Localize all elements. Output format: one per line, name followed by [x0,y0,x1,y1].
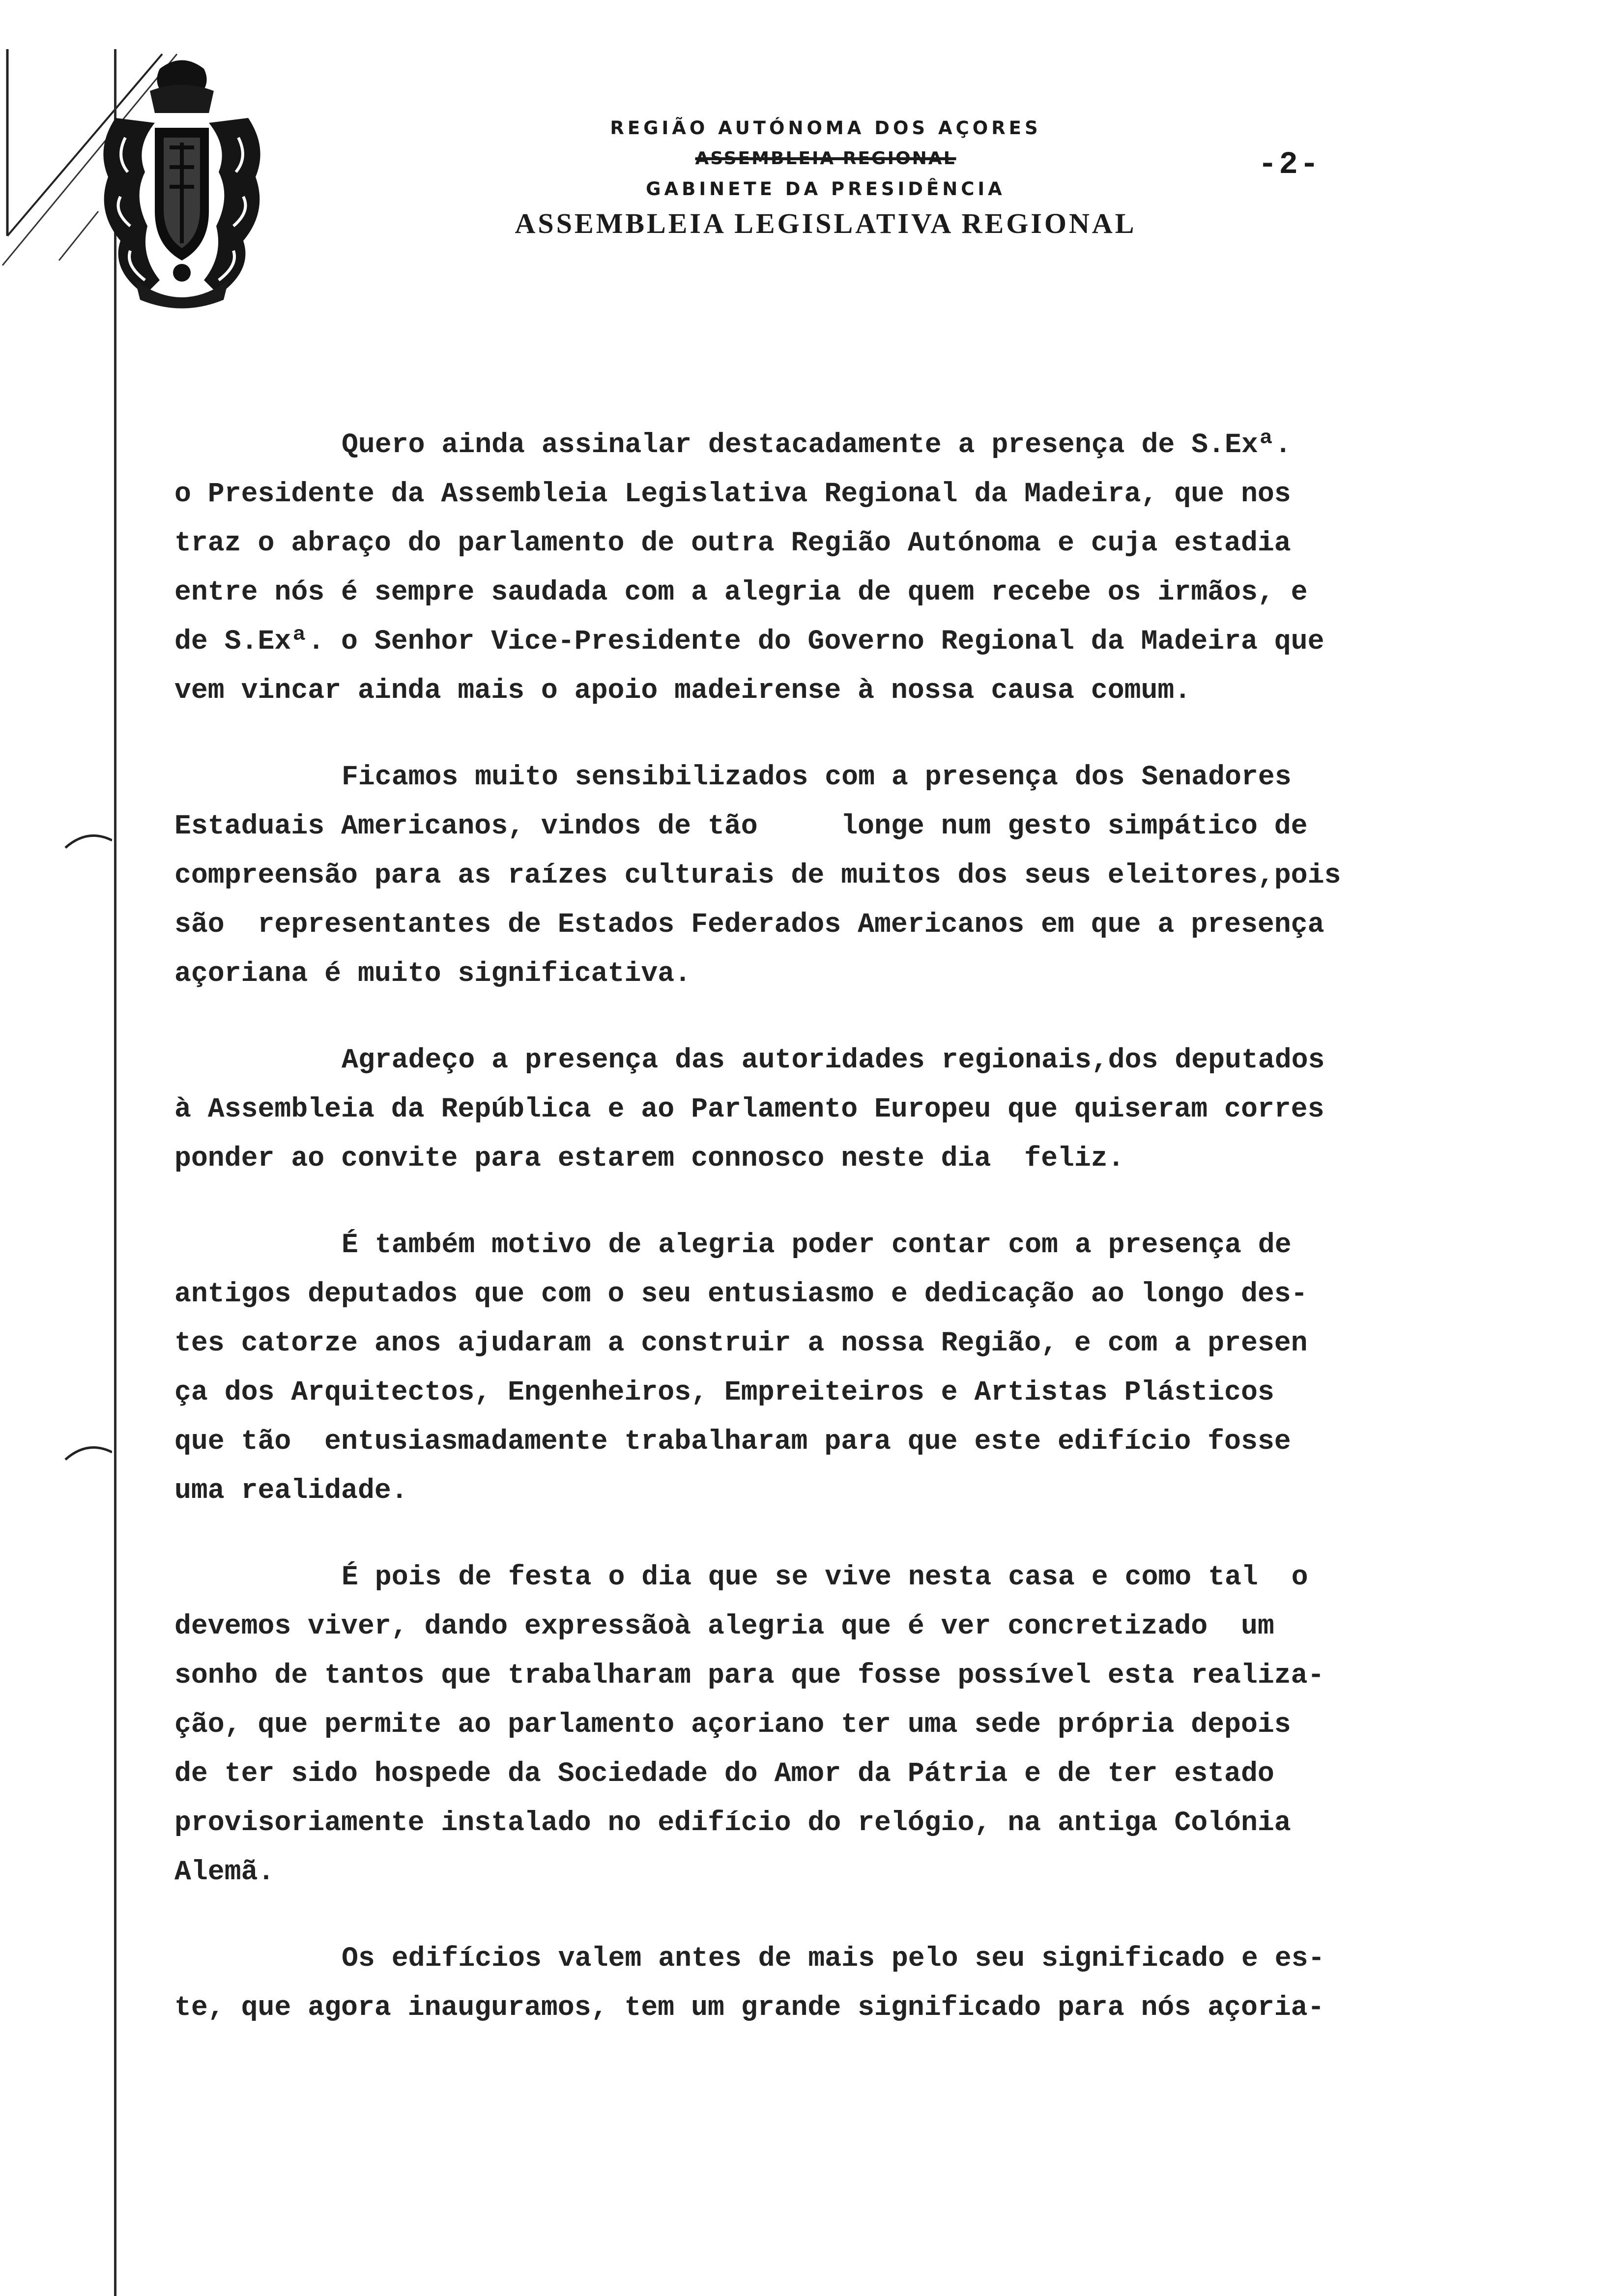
text-line: Ficamos muito sensibilizados com a presença dos Senadores [342,761,1292,793]
text-line: ça dos Arquitectos, Engenheiros, Empreiteiros e Artistas Plásticos [174,1377,1274,1408]
text-line: traz o abraço do parlamento de outra Região Autónoma e cuja estadia [174,527,1291,559]
text-line: ção, que permite ao parlamento açoriano ter uma sede própria depois [174,1709,1291,1740]
text-line: de S.Exª. o Senhor Vice-Presidente do Governo Regional da Madeira que [174,626,1324,657]
page-number: -2- [1258,147,1321,183]
margin-bracket-mark [63,1442,112,1462]
letter-body [174,420,1560,2069]
letterhead-struck-line: ASSEMBLEIA REGIONAL [695,148,956,169]
letterhead [472,113,1180,243]
letterhead-assembly: ASSEMBLEIA LEGISLATIVA REGIONAL [515,207,1137,239]
text-line: Os edifícios valem antes de mais pelo seu significado e es- [342,1943,1325,1974]
text-line: É pois de festa o dia que se vive nesta casa e como tal o [342,1561,1308,1593]
paragraph [174,1552,1560,1896]
paragraph [174,1035,1560,1183]
text-line: uma realidade. [174,1475,408,1506]
text-line: são representantes de Estados Federados Americanos em que a presença [174,909,1324,940]
text-line: à Assembleia da República e ao Parlamento Europeu que quiseram corres [174,1093,1324,1125]
margin-bracket-mark [63,831,112,850]
text-line: te, que agora inauguramos, tem um grande significado para nós açoria- [174,1992,1324,2023]
text-line: compreensão para as raízes culturais de muitos dos seus eleitores,pois [174,860,1341,891]
text-line: vem vincar ainda mais o apoio madeirense à nossa causa comum. [174,675,1191,706]
text-line: Agradeço a presença das autoridades regionais,dos deputados [342,1044,1325,1076]
text-line: de ter sido hospede da Sociedade do Amor da Pátria e de ter estado [174,1758,1274,1789]
paragraph [174,1220,1560,1515]
letterhead-office: GABINETE DA PRESIDÊNCIA [646,178,1006,200]
paragraph [174,1934,1560,2032]
text-line: que tão entusiasmadamente trabalharam para que este edifício fosse [174,1426,1291,1457]
text-line: É também motivo de alegria poder contar com a presença de [342,1229,1292,1261]
letterhead-region: REGIÃO AUTÓNOMA DOS AÇORES [610,117,1041,139]
paragraph [174,752,1560,998]
text-line: provisoriamente instalado no edifício do relógio, na antiga Colónia [174,1807,1291,1838]
left-margin-line [114,49,116,2296]
text-line: sonho de tantos que trabalharam para que fosse possível esta realiza- [174,1660,1324,1691]
text-line: tes catorze anos ajudaram a construir a nossa Região, e com a presen [174,1327,1308,1359]
text-line: devemos viver, dando expressãoà alegria que é ver concretizado um [174,1610,1274,1642]
text-line: o Presidente da Assembleia Legislativa Regional da Madeira, que nos [174,478,1291,510]
coat-of-arms-seal-icon [86,49,278,315]
text-line: antigos deputados que com o seu entusiasmo e dedicação ao longo des- [174,1278,1308,1310]
text-line: Quero ainda assinalar destacadamente a presença de S.Exª. [342,429,1292,460]
text-line: Estaduais Americanos, vindos de tão longe num gesto simpático de [174,810,1308,842]
text-line: ponder ao convite para estarem connosco neste dia feliz. [174,1143,1124,1174]
text-line: açoriana é muito significativa. [174,958,691,989]
text-line: entre nós é sempre saudada com a alegria de quem recebe os irmãos, e [174,576,1308,608]
text-line: Alemã. [174,1856,275,1888]
paragraph [174,420,1560,715]
